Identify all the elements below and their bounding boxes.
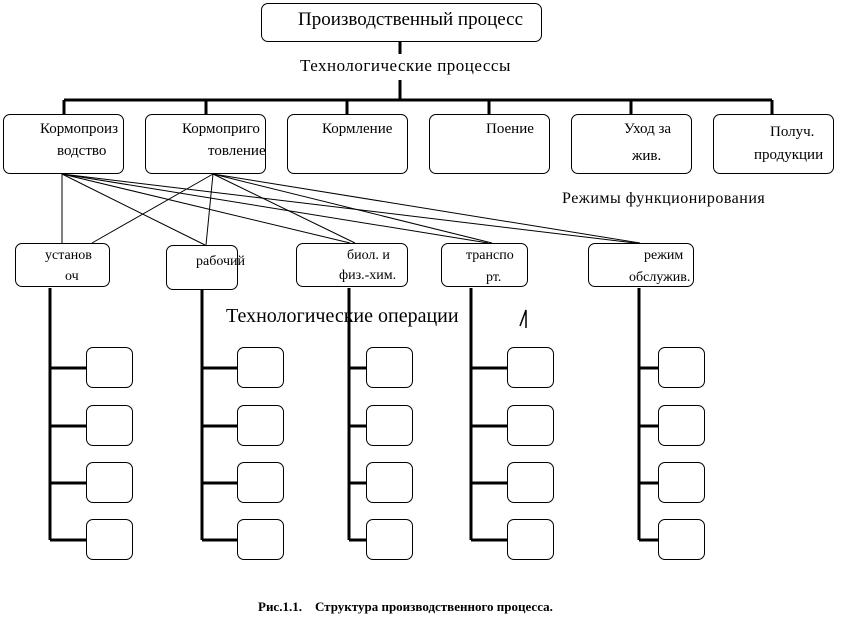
operation-box bbox=[237, 519, 284, 560]
operation-box bbox=[86, 462, 133, 503]
figure-caption: Рис.1.1. Структура производственного процесса. bbox=[258, 599, 553, 614]
operation-box bbox=[658, 347, 705, 388]
operation-box bbox=[237, 405, 284, 446]
mode-label-line2: физ.-хим. bbox=[339, 268, 397, 283]
mode-label-line1: установ bbox=[45, 248, 92, 263]
operation-box bbox=[366, 462, 413, 503]
operation-box bbox=[366, 347, 413, 388]
process-label-line1: Кормоприго bbox=[182, 121, 260, 137]
process-label-line2: жив. bbox=[632, 148, 662, 164]
mode-label-line1: биол. и bbox=[347, 248, 390, 263]
operation-box bbox=[86, 347, 133, 388]
operation-box bbox=[658, 462, 705, 503]
operation-box bbox=[237, 347, 284, 388]
mode-label-line1: режим bbox=[644, 248, 684, 263]
operation-box bbox=[237, 462, 284, 503]
operation-box bbox=[366, 519, 413, 560]
operation-box bbox=[366, 405, 413, 446]
production-process-title: Производственный процесс bbox=[298, 9, 524, 30]
operation-box bbox=[507, 405, 554, 446]
mode-label-line2: обслужив. bbox=[629, 270, 691, 285]
process-label-line1: Кормление bbox=[322, 121, 393, 137]
operation-box bbox=[86, 405, 133, 446]
mode-label-line2: рт. bbox=[486, 270, 502, 285]
operation-box bbox=[86, 519, 133, 560]
operation-box bbox=[658, 519, 705, 560]
operation-box bbox=[658, 405, 705, 446]
operation-box bbox=[507, 462, 554, 503]
process-label-line2: товление bbox=[208, 143, 266, 159]
technological-operations-label: Технологические операции bbox=[226, 305, 459, 327]
process-label-line2: водство bbox=[57, 143, 107, 159]
mode-label-line1: рабочий bbox=[196, 254, 245, 269]
operation-box bbox=[507, 347, 554, 388]
mode-label-line2: оч bbox=[65, 269, 79, 284]
operation-box bbox=[507, 519, 554, 560]
process-label-line1: Кормопроиз bbox=[40, 121, 119, 137]
process-label-line1: Уход за bbox=[624, 121, 672, 137]
process-label-line1: Получ. bbox=[770, 124, 815, 140]
process-label-line1: Поение bbox=[486, 121, 534, 137]
mode-label-line1: транспо bbox=[466, 248, 514, 263]
process-label-line2: продукции bbox=[754, 147, 824, 163]
technological-processes-label: Технологические процессы bbox=[300, 56, 511, 75]
operating-modes-label: Режимы функционирования bbox=[562, 190, 766, 207]
